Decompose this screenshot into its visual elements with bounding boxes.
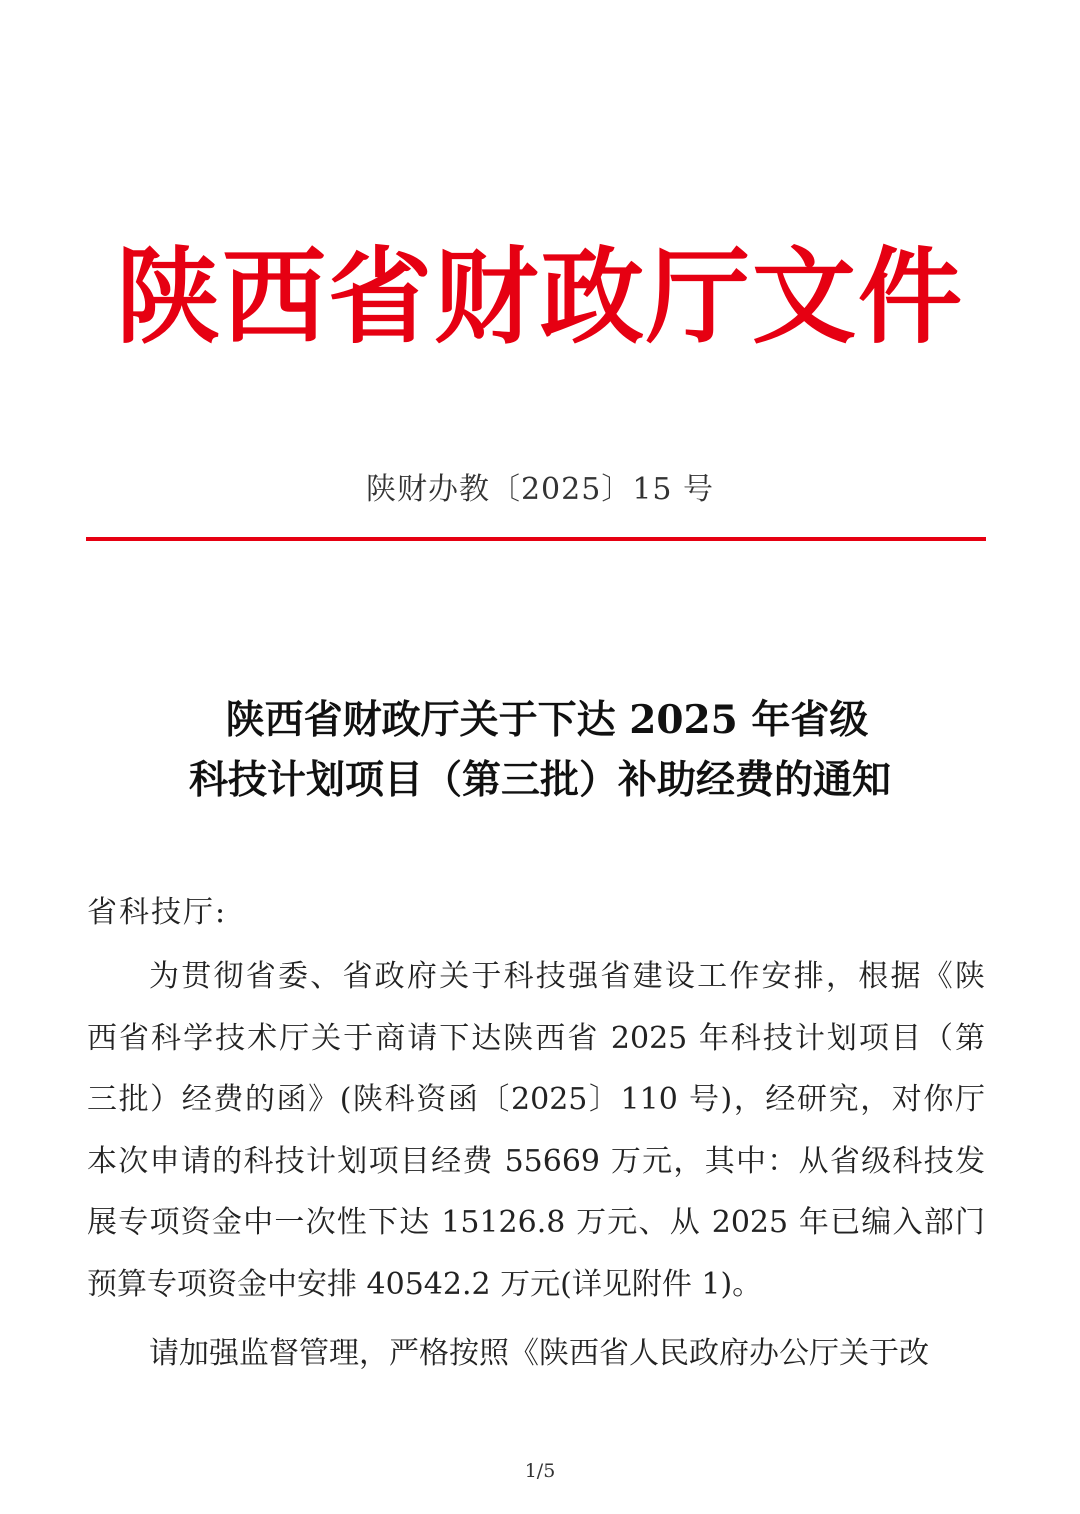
document-title-line-1: 陕西省财政厅关于下达 2025 年省级 — [225, 697, 869, 743]
body-line: 三批）经费的函》(陕科资函〔2025〕110 号)，经研究，对你厅 — [87, 1082, 985, 1117]
body-line: 为贯彻省委、省政府关于科技强省建设工作安排，根据《陕 — [149, 959, 985, 994]
body-line: 请加强监督管理，严格按照《陕西省人民政府办公厅关于改 — [149, 1336, 929, 1371]
body-line: 西省科学技术厅关于商请下达陕西省 2025 年科技计划项目（第 — [87, 1020, 985, 1056]
document-title — [0, 690, 1080, 810]
body-line: 展专项资金中一次性下达 15126.8 万元、从 2025 年已编入部门 — [87, 1205, 985, 1240]
body-line: 本次申请的科技计划项目经费 55669 万元，其中：从省级科技发 — [87, 1143, 985, 1179]
paragraph-gap — [87, 1315, 985, 1323]
red-separator-line — [86, 537, 986, 541]
document-masthead: 陕西省财政厅文件 — [115, 235, 964, 358]
document-number: 陕财办教〔2025〕15 号 — [365, 472, 715, 507]
page-number: 1/5 — [524, 1460, 556, 1482]
document-body — [87, 946, 985, 1385]
salutation: 省科技厅: — [87, 895, 228, 930]
body-line: 预算专项资金中安排 40542.2 万元(详见附件 1)。 — [87, 1266, 763, 1302]
document-title-line-2: 科技计划项目（第三批）补助经费的通知 — [188, 757, 891, 803]
